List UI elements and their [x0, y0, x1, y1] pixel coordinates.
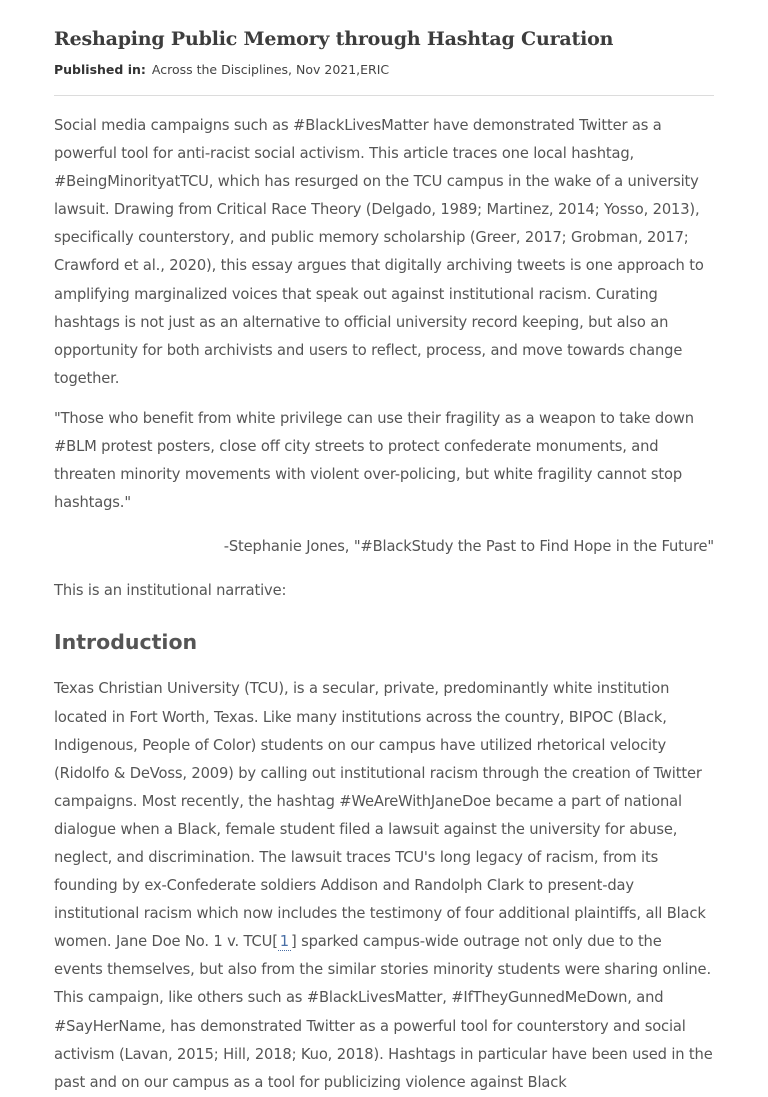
footnote-link[interactable]: 1 [279, 933, 289, 951]
abstract-paragraph: Social media campaigns such as #BlackLivesMatter have demonstrated Twitter as a powerful tool for anti-racist social activism. This article traces one local hashtag, #BeingMinorityatTCU, which has resurged on the TCU campus in the wake of a university lawsuit. Drawing from Critical Race Theory (Delgado, 1989; Martinez, 2014; Yosso, 2013), specifically counterstory, and public memory scholarship (Greer, 2017; Grobman, 2017; Crawford et al., 2020), this essay argues that digitally archiving tweets is one approach to amplifying marginalized voices that speak out against institutional racism. Curating hashtags is not just as an alternative to official university record keeping, but also an opportunity for both archivists and users to reflect, process, and move towards change together. [54, 117, 704, 387]
publication-info [54, 61, 714, 79]
article-title: Reshaping Public Memory through Hashtag Curation [54, 28, 614, 50]
narrative-line: This is an institutional narrative: [54, 582, 287, 600]
introduction-heading: Introduction [54, 630, 198, 655]
header-divider [54, 95, 714, 96]
intro-text-part-2: ] sparked campus-wide outrage not only due to the events themselves, but also from the similar stories minority students were sharing online. This campaign, like others such as #BlackLivesMatter, #IfTheyGunnedMeDown, and #SayHerName, has demonstrated Twitter as a powerful tool for counterstory and social activism (Lavan, 2015; Hill, 2018; Kuo, 2018). Hashtags in particular have been used in the past and on our campus as a tool for publicizing violence against Black [54, 933, 713, 1091]
published-label: Published in: [54, 62, 146, 77]
introduction-paragraph [54, 675, 714, 1096]
intro-text-part-1: Texas Christian University (TCU), is a secular, private, predominantly white institution located in Fort Worth, Texas. Like many institutions across the country, BIPOC (Black, Indigenous, People of Color) students on our campus have utilized rhetorical velocity (Ridolfo & DeVoss, 2009) by calling out institutional racism through the creation of Twitter campaigns. Most recently, the hashtag #WeAreWithJaneDoe became a part of national dialogue when a Black, female student filed a lawsuit against the university for abuse, neglect, and discrimination. The lawsuit traces TCU's long legacy of racism, from its founding by ex-Confederate soldiers Addison and Randolph Clark to present-day institutional racism which now includes the testimony of four additional plaintiffs, all Black women. Jane Doe No. 1 v. TCU[ [54, 680, 706, 951]
published-value: Across the Disciplines, Nov 2021,ERIC [151, 62, 390, 77]
epigraph-quote: "Those who benefit from white privilege can use their fragility as a weapon to take down #BLM protest posters, close off city streets to protect confederate monuments, and threaten minority movements with violent over-policing, but white fragility cannot stop hashtags." [54, 409, 694, 512]
quote-attribution: -Stephanie Jones, "#BlackStudy the Past to Find Hope in the Future" [223, 538, 714, 556]
